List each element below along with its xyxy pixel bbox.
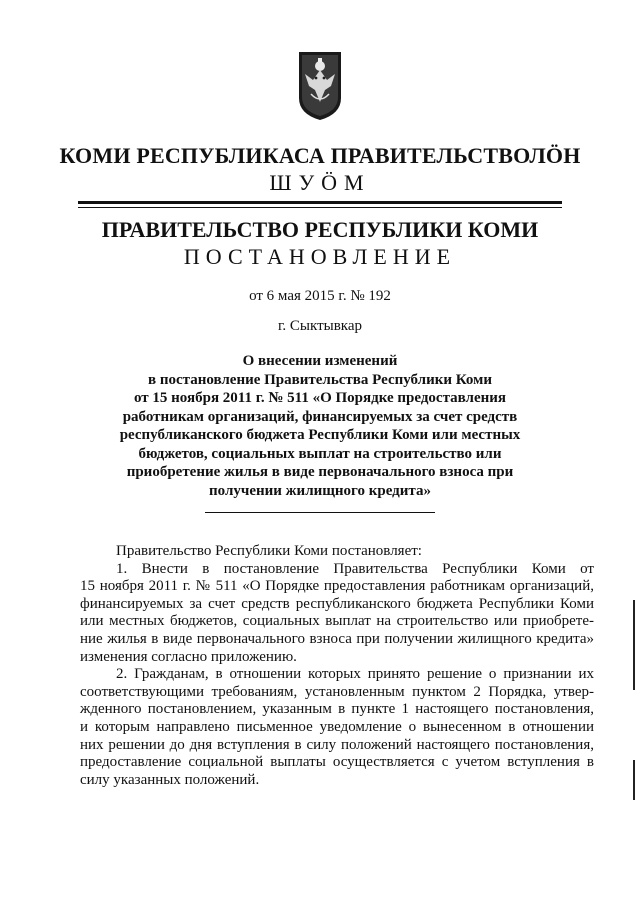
- heading-line: О внесении изменений: [242, 353, 398, 369]
- scan-margin-mark: [633, 600, 635, 690]
- heading-line: работникам организаций, финансируемых за счет средств: [122, 408, 518, 425]
- header-divider-thin: [78, 207, 562, 208]
- russian-title: ПРАВИТЕЛЬСТВО РЕСПУБЛИКИ КОМИ: [101, 217, 539, 242]
- heading-line: в постановление Правительства Республики Коми: [148, 371, 492, 388]
- heading-separator: [205, 512, 435, 513]
- body-line: 15 ноября 2011 г. № 511 «О Порядке предоставления работникам организаций,: [80, 578, 594, 595]
- body-line: и которым направлено письменное уведомление о вынесенном в отношении: [80, 718, 594, 735]
- heading-line: получении жилищного кредита»: [209, 482, 431, 499]
- scan-margin-mark: [633, 760, 635, 800]
- body-line: ние жилья в виде первоначального взноса при получении жилищного кредита»: [80, 630, 594, 647]
- body-line: жденного постановлением, указанным в пункте 1 настоящего постановления,: [80, 701, 594, 718]
- heading-line: приобретение жилья в виде первоначального взноса при: [126, 464, 514, 480]
- resolution-date: от 6 мая 2015 г. № 192: [249, 288, 391, 304]
- heading-line: республиканского бюджета Республики Коми или местных: [119, 427, 521, 443]
- resolution-city: г. Сыктывкар: [277, 318, 363, 334]
- body-line: изменения согласно приложению.: [80, 648, 297, 665]
- resolution-heading: [0, 352, 640, 500]
- body-line: Правительство Республики Коми постановляет:: [116, 543, 422, 559]
- heading-line: бюджетов, социальных выплат на строительство или: [138, 445, 502, 462]
- body-line: соответствующими требованиям, установленным пунктом 2 Порядка, утвер-: [80, 683, 594, 700]
- body-line: финансируемых за счет средств республиканского бюджета Республики Коми: [80, 595, 594, 612]
- komi-subtitle: ШУӦМ: [269, 170, 371, 195]
- heading-line: от 15 ноября 2011 г. № 511 «О Порядке предоставления: [133, 390, 507, 406]
- body-line: или местных бюджетов, социальных выплат на строительство или приобрете-: [80, 613, 594, 630]
- resolution-body: [80, 543, 594, 789]
- komi-title: КОМИ РЕСПУБЛИКАСА ПРАВИТЕЛЬСТВОЛӦН: [59, 143, 581, 168]
- body-line: них решении до дня вступления в силу положений настоящего постановления,: [80, 736, 594, 753]
- russian-subtitle: ПОСТАНОВЛЕНИЕ: [183, 244, 457, 269]
- body-line: 1. Внести в постановление Правительства Республики Коми от: [116, 560, 594, 577]
- header-divider-thick: [78, 201, 562, 204]
- body-line: предоставление социальной выплаты осуществляется с учетом вступления в: [80, 754, 594, 771]
- body-line: силу указанных положений.: [80, 771, 260, 788]
- coat-of-arms-emblem: [297, 50, 343, 122]
- body-line: 2. Гражданам, в отношении которых принято решение о признании их: [116, 666, 594, 683]
